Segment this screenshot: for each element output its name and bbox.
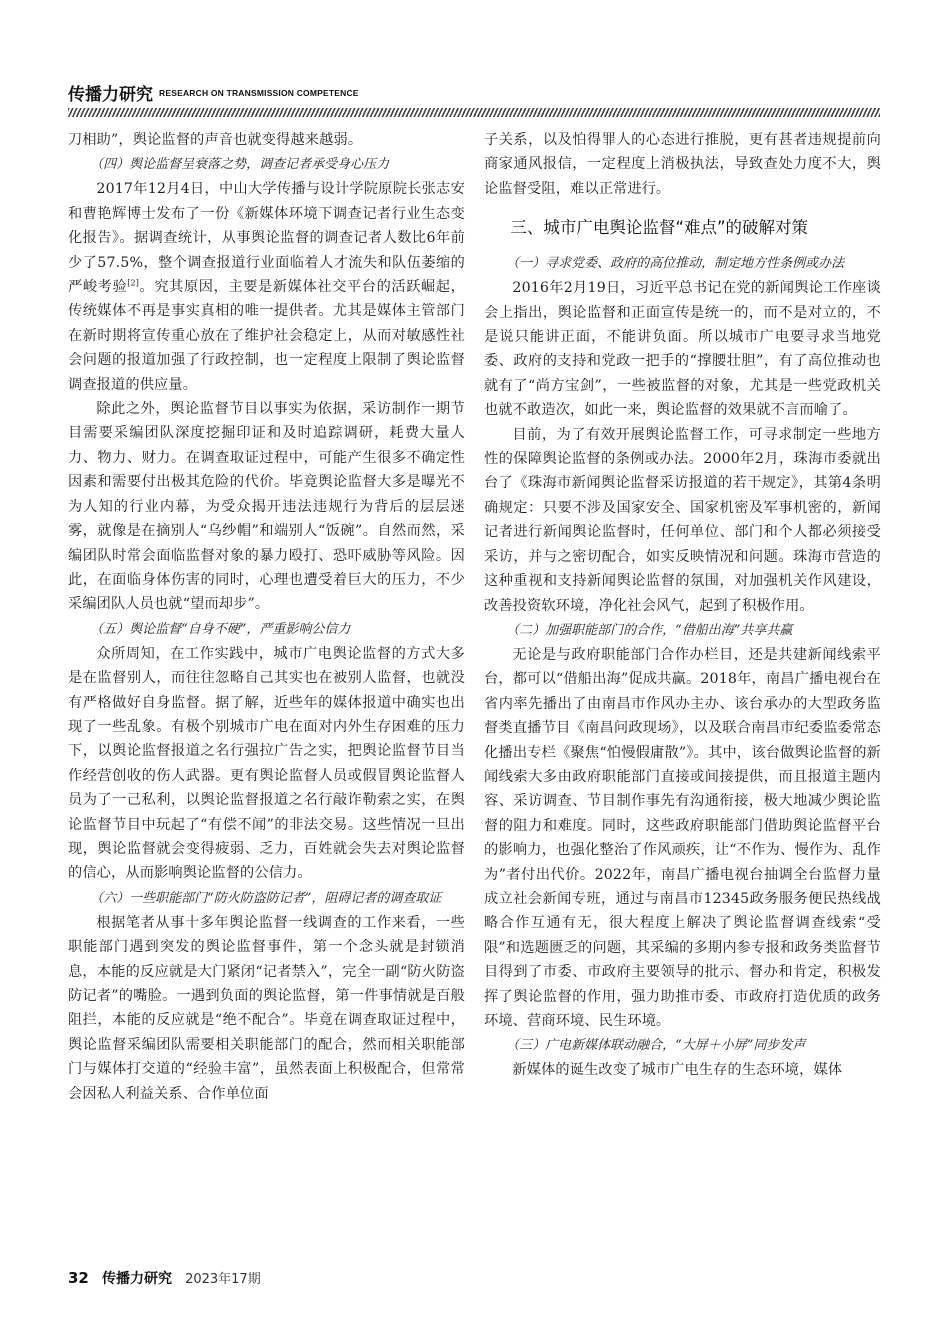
paragraph-text: 2017年12月4日，中山大学传播与设计学院原院长张志安和曹艳辉博士发布了一份《新媒体环境下调查记者行业生态变化报告》。据调查统计，从事舆论监督的调查记者人数比6年前少了57.5%，整个调查报道行业面临着人才流失和队伍萎缩的严峻考验: [68, 181, 465, 296]
header-hatch-divider: [68, 108, 880, 117]
citation-ref: [2]: [127, 278, 140, 288]
page-number: 32: [68, 1269, 89, 1287]
subsection-heading: （一）寻求党委、政府的高位推动，制定地方性条例或办法: [506, 256, 845, 272]
subsection-heading: （四）舆论监督呈衰落之势，调查记者承受身心压力: [90, 157, 390, 173]
right-column: [484, 128, 881, 1083]
journal-title-cn: 传播力研究: [68, 85, 153, 105]
left-column: [68, 128, 465, 1106]
paragraph: 无论是与政府职能部门合作办栏目，还是共建新闻线索平台，都可以“借船出海”促成共赢。2018年，南昌广播电视台在省内率先播出了由南昌市作风办主办、该台承办的大型政务监督类直播节目《南昌问政现场》，以及联合南昌市纪委监委常态化播出专栏《聚焦“怕慢假庸散”》。其中，该台做舆论监督的新闻线索大多由政府职能部门直接或间接提供，而且报道主题内容、采访调查、节目制作事先有沟通衔接，极大地减少舆论监督的阻力和难度。同时，这些政府职能部门借助舆论监督平台的影响力，也强化整治了作风顽疾，让“不作为、慢作为、乱作为”者付出代价。2022年，南昌广播电视台抽调全台监督力量成立社会新闻专班，通过与南昌市12345政务服务便民热线战略合作互通有无，很大程度上解决了舆论监督调查线索“受限”和选题匮乏的问题，其采编的多期内参专报和政务类监督节目得到了市委、市政府主要领导的批示、督办和肯定，积极发挥了舆论监督的作用，强力助推市委、市政府打造优质的政务环境、营商环境、民生环境。: [484, 646, 881, 1029]
paragraph: 除此之外，舆论监督节目以事实为依据，采访制作一期节目需要采编团队深度挖掘印证和及时追踪调研，耗费大量人力、物力、财力。在调查取证过程中，可能产生很多不确定性因素和需要付出极其危险的代价。毕竟舆论监督大多是曝光不为人知的行业内幕，为受众揭开违法违规行为背后的层层迷雾，就像是在摘别人“乌纱帽”和端别人“饭碗”。自然而然，采编团队时常会面临监督对象的暴力殴打、恐吓威胁等风险。因此，在面临身体伤害的同时，心理也遭受着巨大的压力，不少采编团队人员也就“望而却步”。: [68, 401, 465, 613]
subsection-heading: （五）舆论监督“自身不硬”，严重影响公信力: [90, 621, 351, 637]
paragraph: 众所周知，在工作实践中，城市广电舆论监督的方式大多是在监督别人，而往往忽略自己其实也在被别人监督，也就没有严格做好自身监督。据了解，近些年的媒体报道中确实也出现了一些乱象。有极个别城市广电在面对内外生存困难的压力下，以舆论监督报道之名行强拉广告之实，把舆论监督节目当作经营创收的伤人武器。更有舆论监督人员或假冒舆论监督人员为了一己私利，以舆论监督报道之名行敲诈勒索之实，在舆论监督节目中玩起了“有偿不闻”的非法交易。这些情况一旦出现，舆论监督就会变得疲弱、乏力，百姓就会失去对舆论监督的信心，从而影响舆论监督的公信力。: [68, 645, 465, 882]
journal-title-en: RESEARCH ON TRANSMISSION COMPETENCE: [159, 88, 359, 98]
paragraph: 子关系，以及怕得罪人的心态进行推脱，更有甚者违规提前向商家通风报信，一定程度上消极执法，导致查处力度不大，舆论监督受阻，难以正常进行。: [484, 132, 881, 197]
section-heading: 三、城市广电舆论监督“难点”的破解对策: [510, 218, 808, 238]
page-footer: [68, 1268, 261, 1288]
footer-issue: 2023年17期: [185, 1272, 261, 1287]
paragraph: 目前，为了有效开展舆论监督工作，可寻求制定一些地方性的保障舆论监督的条例或办法。2000年2月，珠海市委就出台了《珠海市新闻舆论监督采访报道的若干规定》，其第4条明确规定：只要不涉及国家安全、国家机密及军事机密的，新闻记者进行新闻舆论监督时，任何单位、部门和个人都必须接受采访，并与之密切配合，如实反映情况和问题。珠海市营造的这种重视和支持新闻舆论监督的氛围，对加强机关作风建设，改善投资软环境，净化社会风气，起到了积极作用。: [484, 426, 881, 614]
paragraph: [68, 177, 465, 397]
paragraph: 2016年2月19日，习近平总书记在党的新闻舆论工作座谈会上指出，舆论监督和正面宣传是统一的，而不是对立的，不是说只能讲正面，不能讲负面。所以城市广电要寻求当地党委、政府的支持和党政一把手的“撑腰壮胆”，有了高位推动也就有了“尚方宝剑”，一些被监督的对象，尤其是一些党政机关也就不敢造次，如此一来，舆论监督的效果就不言而喻了。: [484, 280, 881, 419]
footer-journal-name: 传播力研究: [101, 1271, 172, 1287]
subsection-heading: （六）一些职能部门“防火防盗防记者”，阻碍记者的调查取证: [90, 890, 442, 906]
paragraph: 根据笔者从事十多年舆论监督一线调查的工作来看，一些职能部门遇到突发的舆论监督事件，第一个念头就是封锁消息，本能的反应就是大门紧闭“记者禁入”，完全一副“防火防盗防记者”的嘴脸。一遇到负面的舆论监督，第一件事情就是百般阻拦，本能的反应就是“绝不配合”。毕竟在调查取证过程中，舆论监督采编团队需要相关职能部门的配合，然而相关职能部门与媒体打交道的“经验丰富”，虽然表面上积极配合，但常常会因私人利益关系、合作单位面: [68, 914, 465, 1102]
paragraph-text: 。究其原因，主要是新媒体社交平台的活跃崛起，传统媒体不再是事实真相的唯一提供者。尤其是媒体主管部门在新时期将宣传重心放在了维护社会稳定上，从而对敏感性社会问题的报道加强了行政控制，也一定程度上限制了舆论监督调查报道的供应量。: [68, 279, 465, 393]
running-header: [68, 82, 880, 105]
subsection-heading: （二）加强职能部门的合作，“借船出海”共享共赢: [506, 622, 793, 638]
paragraph: 新媒体的诞生改变了城市广电生存的生态环境，媒体: [512, 1062, 843, 1079]
paragraph: 刀相助”，舆论监督的声音也就变得越来越弱。: [68, 132, 363, 148]
subsection-heading: （三）广电新媒体联动融合，“大屏＋小屏”同步发声: [506, 1038, 806, 1054]
